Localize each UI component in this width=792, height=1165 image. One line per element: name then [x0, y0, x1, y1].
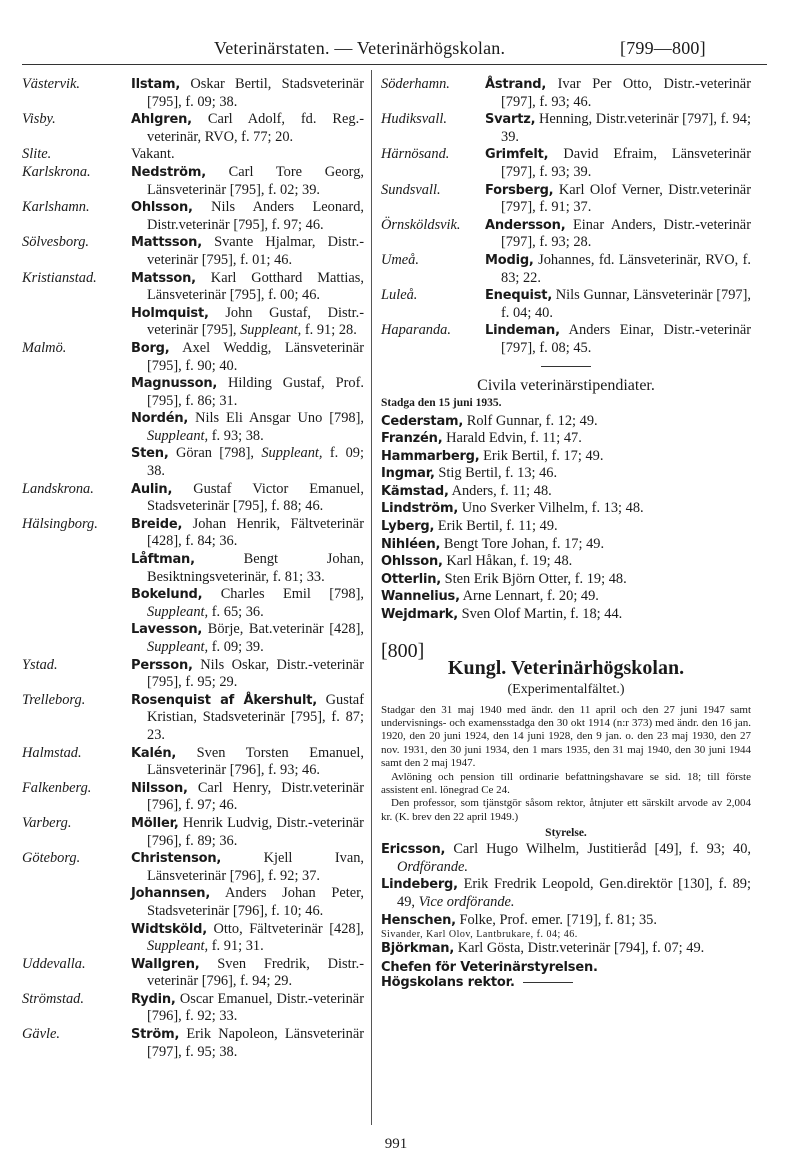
- entry-details: Carl Henry, Distr.veterinär [796], f. 97; 46.: [147, 779, 364, 814]
- place-label: [22, 410, 131, 445]
- entry-text: [485, 322, 751, 357]
- place-label: Landskrona.: [22, 480, 94, 497]
- rector-line: Högskolans rektor.: [381, 974, 515, 990]
- person-details: Rolf Gunnar, f. 12; 49.: [466, 412, 598, 429]
- entry-text: [131, 956, 364, 991]
- place-label: Göteborg.: [22, 850, 81, 867]
- place-label: [22, 921, 131, 956]
- entry-details: Oskar Bertil, Stadsveterinär [795], f. 09; 38.: [147, 76, 364, 110]
- entry-row: [22, 111, 364, 146]
- place-label: [22, 621, 131, 656]
- entry-text: [131, 921, 364, 956]
- person-name: Wallgren,: [131, 956, 200, 972]
- person-name: Svartz,: [485, 112, 536, 128]
- person-details: Anders, f. 11; 48.: [451, 482, 552, 499]
- entry-row: [381, 111, 751, 146]
- entry-row: [22, 375, 364, 410]
- entry-text: [131, 815, 364, 850]
- place-label: Hälsingborg.: [22, 515, 98, 532]
- person-details: Stig Bertil, f. 13; 46.: [438, 465, 558, 482]
- place-label: [22, 885, 131, 920]
- entry-details: Anders Einar, Distr.-veterinär [797], f. 08; 45.: [501, 322, 752, 356]
- entry-text: [131, 516, 364, 551]
- entry-details: Göran [798],: [175, 445, 255, 462]
- person-name: Persson,: [131, 657, 193, 673]
- person-name: Ohlsson,: [381, 554, 443, 570]
- stipend-person: [381, 483, 751, 501]
- person-details: Uno Sverker Vilhelm, f. 13; 48.: [461, 500, 644, 517]
- person-name: Kämstad,: [381, 483, 449, 499]
- place-label: Trelleborg.: [22, 691, 86, 708]
- person-name: Kalén,: [131, 745, 177, 761]
- entry-details: Nils Eli Ansgar Uno [798],: [195, 410, 364, 427]
- entry-row: [22, 516, 364, 551]
- entry-details: Hilding Gustaf, Prof. [795], f. 86; 31.: [147, 375, 364, 409]
- role-note: Suppleant,: [147, 639, 209, 655]
- place-label: Hudiksvall.: [381, 111, 447, 128]
- entry-details: Bengt Johan, Besiktningsveterinär, f. 81; 33.: [147, 551, 364, 585]
- entry-details: Carl Adolf, fd. Reg.-veterinär, RVO, f. 77; 20.: [147, 111, 364, 145]
- entry-row: [22, 586, 364, 621]
- page-number: 991: [384, 1136, 408, 1152]
- person-name: Matsson,: [131, 270, 196, 286]
- entry-text: [485, 287, 751, 322]
- entry-details-2: f. 65; 36.: [211, 603, 264, 620]
- page-marker: [800]: [381, 639, 425, 662]
- rector-paragraph: Den professor, som tjänstgör såsom rektor, åtnjuter ett särskilt arvode av 2,004 kr. (K. brev den 22 april 1949.): [381, 797, 751, 823]
- stipend-person: [381, 518, 751, 536]
- entry-text: [131, 1026, 364, 1061]
- place-label: Strömstad.: [22, 990, 84, 1007]
- person-name: Nilsson,: [131, 780, 188, 796]
- entry-row: [22, 1026, 364, 1061]
- person-name: Nedström,: [131, 164, 206, 180]
- entry-details: Svante Hjalmar, Distr.-veterinär [795], f. 01; 46.: [147, 234, 364, 268]
- entry-row: [381, 287, 751, 322]
- entry-details: Kjell Ivan, Länsveterinär [796], f. 92; 37.: [147, 850, 364, 884]
- place-label: [22, 586, 131, 621]
- running-header: Veterinärstaten. — Veterinärhögskolan.: [214, 38, 506, 58]
- stipend-person: [381, 430, 751, 448]
- right-column: [381, 76, 751, 990]
- person-name: Widtsköld,: [131, 921, 207, 937]
- entry-details: Johan Henrik, Fältveterinär [428], f. 84; 36.: [147, 515, 364, 550]
- entry-row: [381, 217, 751, 252]
- entry-text: [131, 305, 364, 340]
- entry-row: [22, 780, 364, 815]
- entry-details: Nils Oskar, Distr.-veterinär [795], f. 95; 29.: [147, 656, 364, 691]
- role-note: Suppleant,: [147, 427, 209, 444]
- place-label: [22, 551, 131, 586]
- entry-details: Gustaf Kristian, Stadsveterinär [795], f. 87; 23.: [147, 691, 364, 743]
- entry-details: David Efraim, Länsveterinär [797], f. 93; 39.: [501, 146, 751, 180]
- entry-text: [131, 445, 364, 480]
- person-name: Forsberg,: [485, 182, 554, 198]
- place-label: [22, 375, 131, 410]
- page-range: [799—800]: [620, 38, 706, 58]
- stipend-person: [381, 413, 751, 431]
- place-label: Luleå.: [381, 287, 418, 304]
- person-name: Franzén,: [381, 431, 443, 447]
- entry-text: [131, 621, 364, 656]
- person-name: Ilstam,: [131, 77, 181, 92]
- person-details: Bengt Tore Johan, f. 17; 49.: [443, 535, 605, 552]
- place-label: [22, 305, 131, 340]
- person-details: Erik Fredrik Leopold, Gen.direktör [130], f. 89; 49,: [397, 876, 751, 911]
- board-member: [381, 876, 751, 911]
- person-details: Arne Lennart, f. 20; 49.: [462, 588, 599, 605]
- person-name: Ingmar,: [381, 466, 435, 482]
- role-note: Suppleant,: [240, 322, 302, 339]
- person-details: Sven Olof Martin, f. 18; 44.: [461, 606, 623, 623]
- entry-details-2: f. 91; 31.: [211, 938, 264, 955]
- entry-details: Henrik Ludvig, Distr.-veterinär [796], f. 89; 36.: [147, 814, 364, 849]
- place-label: Malmö.: [22, 339, 67, 356]
- entry-details-2: f. 93; 38.: [211, 427, 264, 444]
- district-list-right: [381, 76, 751, 358]
- entry-row: [381, 76, 751, 111]
- stipend-person: [381, 536, 751, 554]
- person-name: Holmquist,: [131, 305, 209, 321]
- entry-text: [131, 199, 364, 234]
- entry-text: [131, 375, 364, 410]
- entry-details-2: f. 91; 28.: [304, 322, 357, 339]
- entry-details: Henning, Distr.veterinär [797], f. 94; 39.: [501, 111, 751, 145]
- person-details: Erik Bertil, f. 17; 49.: [483, 447, 604, 464]
- person-details: Folke, Prof. emer. [719], f. 81; 35.: [459, 911, 657, 928]
- place-label: Varberg.: [22, 814, 72, 831]
- entry-row: [22, 745, 364, 780]
- stipend-person: [381, 553, 751, 571]
- salary-paragraph: Avlöning och pension till ordinarie befattningshavare se sid. 18; till förste assistent enl. lönegrad Ce 24.: [381, 770, 751, 797]
- board-list: [381, 841, 751, 958]
- entry-row: [22, 991, 364, 1026]
- place-label: Sundsvall.: [381, 181, 441, 198]
- entry-details: Otto, Fältveterinär [428],: [213, 920, 364, 937]
- entry-details: Karl Olof Verner, Distr.veterinär [797], f. 91; 37.: [501, 181, 751, 216]
- person-name: Otterlin,: [381, 571, 442, 587]
- entry-details: Einar Anders, Distr.-veterinär [797], f. 93; 28.: [501, 216, 751, 251]
- person-name: Nordén,: [131, 411, 189, 427]
- place-label: Västervik.: [22, 76, 80, 92]
- entry-text: [485, 111, 751, 146]
- stipend-person: [381, 571, 751, 589]
- person-name: Mattsson,: [131, 235, 202, 251]
- entry-row: [381, 146, 751, 181]
- entry-row: [22, 481, 364, 516]
- entry-row: [22, 921, 364, 956]
- role-note: Vice ordförande.: [418, 894, 515, 911]
- person-details: Karl Håkan, f. 19; 48.: [446, 553, 573, 570]
- place-label: Uddevalla.: [22, 955, 86, 972]
- place-label: Härnösand.: [381, 146, 450, 163]
- person-name: Enequist,: [485, 288, 553, 304]
- tiny-entry: Sivander, Karl Olov, Lantbrukare, f. 04; 46.: [381, 929, 578, 941]
- person-name: Christenson,: [131, 851, 222, 867]
- entry-text: [485, 76, 751, 111]
- person-details: Karl Gösta, Distr.veterinär [794], f. 07; 49.: [457, 940, 705, 957]
- entry-text: [131, 410, 364, 445]
- stipend-person: [381, 448, 751, 466]
- entry-row: [381, 252, 751, 287]
- place-label: Umeå.: [381, 251, 419, 268]
- board-member: [381, 912, 751, 930]
- person-name: Åstrand,: [485, 77, 547, 92]
- entry-row: [22, 445, 364, 480]
- entry-row: [22, 270, 364, 305]
- role-note: Suppleant,: [261, 445, 323, 462]
- entry-details: Anders Johan Peter, Stadsveterinär [796], f. 10; 46.: [147, 885, 364, 919]
- entry-details: John Gustaf, Distr.-veterinär [795],: [147, 304, 364, 339]
- place-label: Karlshamn.: [22, 199, 90, 216]
- entry-text: [131, 745, 364, 780]
- stipend-heading: Civila veterinärstipendiater.: [477, 376, 655, 394]
- place-label: Karlskrona.: [22, 163, 91, 180]
- chief-line: Chefen för Veterinärstyrelsen.: [381, 959, 598, 975]
- person-details: Carl Hugo Wilhelm, Justitieråd [49], f. 93; 40,: [453, 841, 751, 858]
- entry-text: [485, 146, 751, 181]
- entry-details: Johannes, fd. Länsveterinär, RVO, f. 83; 22.: [501, 251, 751, 286]
- place-label: Ystad.: [22, 656, 58, 673]
- person-name: Ohlsson,: [131, 200, 193, 216]
- entry-text: [131, 146, 364, 164]
- entry-row: [22, 340, 364, 375]
- entry-text: [131, 481, 364, 516]
- person-name: Lindeberg,: [381, 877, 458, 893]
- entry-details: Charles Emil [798],: [220, 586, 364, 603]
- entry-text: [131, 885, 364, 920]
- person-name: Breide,: [131, 516, 183, 532]
- entry-details: Sven Fredrik, Distr.-veterinär [796], f. 94; 29.: [147, 955, 364, 990]
- entry-details: Vakant.: [131, 146, 175, 163]
- person-name: Hammarberg,: [381, 448, 480, 464]
- entry-row: [22, 164, 364, 199]
- place-label: Falkenberg.: [22, 779, 92, 796]
- person-name: Henschen,: [381, 912, 456, 928]
- person-details: Erik Bertil, f. 11; 49.: [437, 518, 558, 535]
- person-name: Ahlgren,: [131, 112, 192, 128]
- person-name: Modig,: [485, 252, 534, 268]
- entry-text: [485, 217, 751, 252]
- divider: [541, 366, 591, 367]
- stipend-person: [381, 606, 751, 624]
- entry-row: [22, 76, 364, 111]
- entry-text: [485, 182, 751, 217]
- entry-text: [131, 270, 364, 305]
- entry-details: Karl Gotthard Mattias, Länsveterinär [795], f. 00; 46.: [147, 269, 364, 304]
- person-name: Ericsson,: [381, 842, 446, 858]
- place-label: Sölvesborg.: [22, 234, 90, 251]
- left-column: [22, 76, 364, 1061]
- person-name: Lyberg,: [381, 519, 435, 535]
- entry-row: [381, 322, 751, 357]
- person-details: Harald Edvin, f. 11; 47.: [446, 430, 582, 447]
- board-heading: Styrelse.: [545, 827, 587, 840]
- entry-details: Erik Napoleon, Länsveterinär [797], f. 95; 38.: [147, 1026, 364, 1060]
- entry-text: [131, 234, 364, 269]
- stipend-list: [381, 413, 751, 624]
- entry-details: Axel Weddig, Länsveterinär [795], f. 90; 40.: [147, 339, 364, 374]
- place-label: Söderhamn.: [381, 76, 450, 92]
- entry-row: [22, 621, 364, 656]
- role-note: Suppleant,: [147, 938, 209, 955]
- entry-text: [131, 76, 364, 111]
- entry-details-2: f. 09; 38.: [147, 445, 364, 480]
- role-note: Suppleant,: [147, 603, 209, 620]
- entry-text: [131, 111, 364, 146]
- person-name: Rydin,: [131, 991, 176, 1007]
- entry-row: [22, 146, 364, 164]
- column-divider: [371, 70, 372, 1125]
- entry-row: [22, 956, 364, 991]
- person-name: Sten,: [131, 446, 169, 462]
- entry-row: [22, 850, 364, 885]
- place-label: Haparanda.: [381, 322, 451, 339]
- entry-details: Nils Gunnar, Länsveterinär [797], f. 04; 40.: [501, 287, 751, 321]
- entry-details: Börje, Bat.veterinär [428],: [207, 621, 364, 638]
- person-name: Möller,: [131, 815, 179, 831]
- entry-details: Oscar Emanuel, Distr.-veterinär [796], f. 92; 33.: [147, 990, 364, 1025]
- entry-text: [131, 164, 364, 199]
- place-label: Kristianstad.: [22, 269, 97, 286]
- place-label: Örnsköldsvik.: [381, 216, 461, 233]
- entry-row: [22, 885, 364, 920]
- entry-text: [131, 586, 364, 621]
- person-name: Ström,: [131, 1027, 180, 1043]
- entry-row: [22, 305, 364, 340]
- stipend-person: [381, 500, 751, 518]
- entry-text: [131, 991, 364, 1026]
- person-name: Bokelund,: [131, 587, 203, 603]
- entry-row: [22, 815, 364, 850]
- board-member: [381, 940, 751, 958]
- entry-row: [381, 182, 751, 217]
- person-name: Aulin,: [131, 481, 173, 497]
- entry-row: [22, 199, 364, 234]
- entry-details: Gustaf Victor Emanuel, Stadsveterinär [795], f. 88; 46.: [147, 480, 364, 515]
- role-note: Ordförande.: [397, 858, 469, 875]
- place-label: Slite.: [22, 146, 52, 163]
- entry-text: [485, 252, 751, 287]
- person-name: Björkman,: [381, 941, 455, 957]
- person-name: Låftman,: [131, 552, 195, 568]
- stipend-person: [381, 465, 751, 483]
- entry-text: [131, 340, 364, 375]
- entry-details: Ivar Per Otto, Distr.-veterinär [797], f. 93; 46.: [501, 76, 751, 110]
- entry-row: [22, 657, 364, 692]
- header-rule: [22, 64, 767, 65]
- entry-row: [22, 551, 364, 586]
- person-name: Lavesson,: [131, 622, 203, 638]
- person-name: Wannelius,: [381, 589, 460, 605]
- person-name: Wejdmark,: [381, 607, 458, 623]
- person-name: Cederstam,: [381, 413, 464, 429]
- person-name: Rosenquist af Åkershult,: [131, 692, 317, 708]
- place-label: Halmstad.: [22, 744, 82, 761]
- entry-text: [131, 657, 364, 692]
- entry-row: [22, 234, 364, 269]
- school-title: Kungl. Veterinärhögskolan.: [447, 656, 685, 679]
- place-label: [22, 445, 131, 480]
- stipend-person: [381, 588, 751, 606]
- entry-text: [131, 692, 364, 745]
- entry-text: [131, 850, 364, 885]
- entry-row: [22, 410, 364, 445]
- blank-line: [523, 982, 573, 983]
- entry-row: [22, 692, 364, 745]
- board-member: [381, 841, 751, 876]
- stipend-statute: Stadga den 15 juni 1935.: [381, 396, 502, 409]
- school-subtitle: (Experimentalfältet.): [507, 681, 625, 697]
- person-name: Lindström,: [381, 501, 459, 517]
- entry-text: [131, 780, 364, 815]
- entry-details: Sven Torsten Emanuel, Länsveterinär [796], f. 93; 46.: [147, 744, 364, 779]
- place-label: Gävle.: [22, 1026, 60, 1043]
- person-details: Sten Erik Björn Otter, f. 19; 48.: [444, 570, 627, 587]
- place-label: Visby.: [22, 111, 56, 128]
- person-name: Borg,: [131, 340, 170, 356]
- entry-text: [131, 551, 364, 586]
- entry-details: Carl Tore Georg, Länsveterinär [795], f. 02; 39.: [147, 163, 364, 198]
- person-name: Magnusson,: [131, 376, 218, 392]
- person-name: Johannsen,: [131, 886, 211, 902]
- entry-details-2: f. 09; 39.: [211, 639, 264, 655]
- person-name: Lindeman,: [485, 323, 560, 339]
- person-name: Grimfelt,: [485, 147, 549, 163]
- person-name: Nihléen,: [381, 536, 441, 552]
- entry-details: Nils Anders Leonard, Distr.veterinär [795], f. 97; 46.: [147, 199, 364, 233]
- statute-paragraph: Stadgar den 31 maj 1940 med ändr. den 11 april och den 27 juni 1947 samt undervisnings- och examensstadga den 30 okt 1914 (n:r 373) med ändr. den 16 jan. 1920, den 20 juni 1924, den 14 juni 1928, den 9 jan. o. den 23 maj 1930, den 27 nov. 1931, den 30 juni 1934, den 1 mars 1935, den 31 maj 1940, den 30 juni 1944 samt den 2 maj 1947.: [381, 703, 751, 770]
- person-name: Andersson,: [485, 217, 566, 233]
